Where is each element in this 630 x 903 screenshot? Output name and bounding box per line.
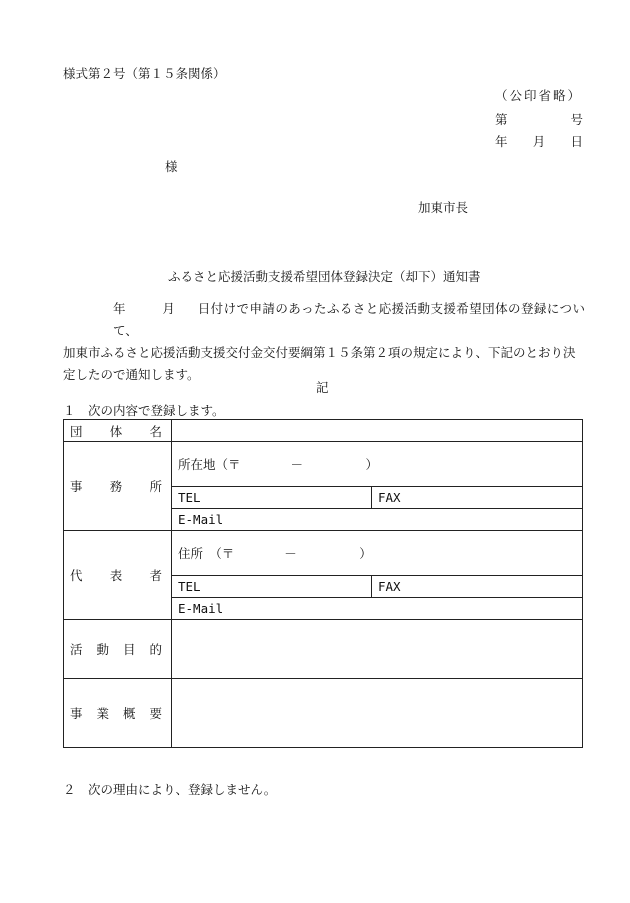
value-rep-address[interactable]: 住所 （〒 － ） (172, 531, 583, 576)
rep-tel-label[interactable]: TEL (172, 576, 372, 598)
recipient-honorific: 様 (165, 159, 178, 174)
rep-email-label[interactable]: E-Mail (172, 598, 583, 620)
issue-date (495, 132, 583, 150)
body-line-2: 加東市ふるさと応援活動支援交付金交付要綱第１５条第２項の規定により、下記のとおり決 (63, 345, 576, 360)
ki-heading: 記 (316, 380, 329, 395)
document-number (495, 110, 583, 128)
body-month: 月 (161, 301, 176, 316)
value-office-address[interactable]: 所在地（〒 － ） (172, 442, 583, 487)
document-title: ふるさと応援活動支援希望団体登録決定（却下）通知書 (168, 269, 481, 284)
row-summary (64, 679, 583, 748)
row-group-name (64, 420, 583, 442)
section-1-heading: １ 次の内容で登録します。 (63, 403, 225, 418)
row-rep-address (64, 531, 583, 576)
office-tel-label[interactable]: TEL (172, 487, 372, 509)
number-prefix: 第 (495, 112, 508, 127)
label-group-name: 団 体 名 (64, 420, 172, 442)
form-label: 様式第２号（第１５条関係） (63, 66, 226, 81)
body-day-text: 日付けで申請のあったふるさと応援活動支援希望団体の登録について、 (113, 301, 585, 338)
rep-fax-label[interactable]: FAX (372, 576, 583, 598)
date-day: 日 (570, 134, 583, 149)
date-month: 月 (532, 134, 546, 149)
row-office-address (64, 442, 583, 487)
stamp-omitted-note: （公印省略） (495, 88, 583, 103)
body-line-1 (63, 298, 585, 342)
number-suffix: 号 (570, 112, 583, 127)
section-2-heading: ２ 次の理由により、登録しません。 (63, 782, 277, 797)
row-purpose (64, 620, 583, 679)
value-summary[interactable] (172, 679, 583, 748)
label-summary: 事 業 概 要 (64, 679, 172, 748)
date-year: 年 (495, 134, 508, 149)
registration-table (63, 419, 583, 748)
value-purpose[interactable] (172, 620, 583, 679)
label-purpose: 活 動 目 的 (64, 620, 172, 679)
label-representative: 代 表 者 (64, 531, 172, 620)
value-group-name[interactable] (172, 420, 583, 442)
label-office: 事 務 所 (64, 442, 172, 531)
office-fax-label[interactable]: FAX (372, 487, 583, 509)
body-paragraph (63, 298, 585, 386)
body-year: 年 (113, 301, 126, 316)
sender-name: 加東市長 (418, 200, 469, 215)
office-email-label[interactable]: E-Mail (172, 509, 583, 531)
body-line-3: 定したので通知します。 (63, 367, 200, 382)
